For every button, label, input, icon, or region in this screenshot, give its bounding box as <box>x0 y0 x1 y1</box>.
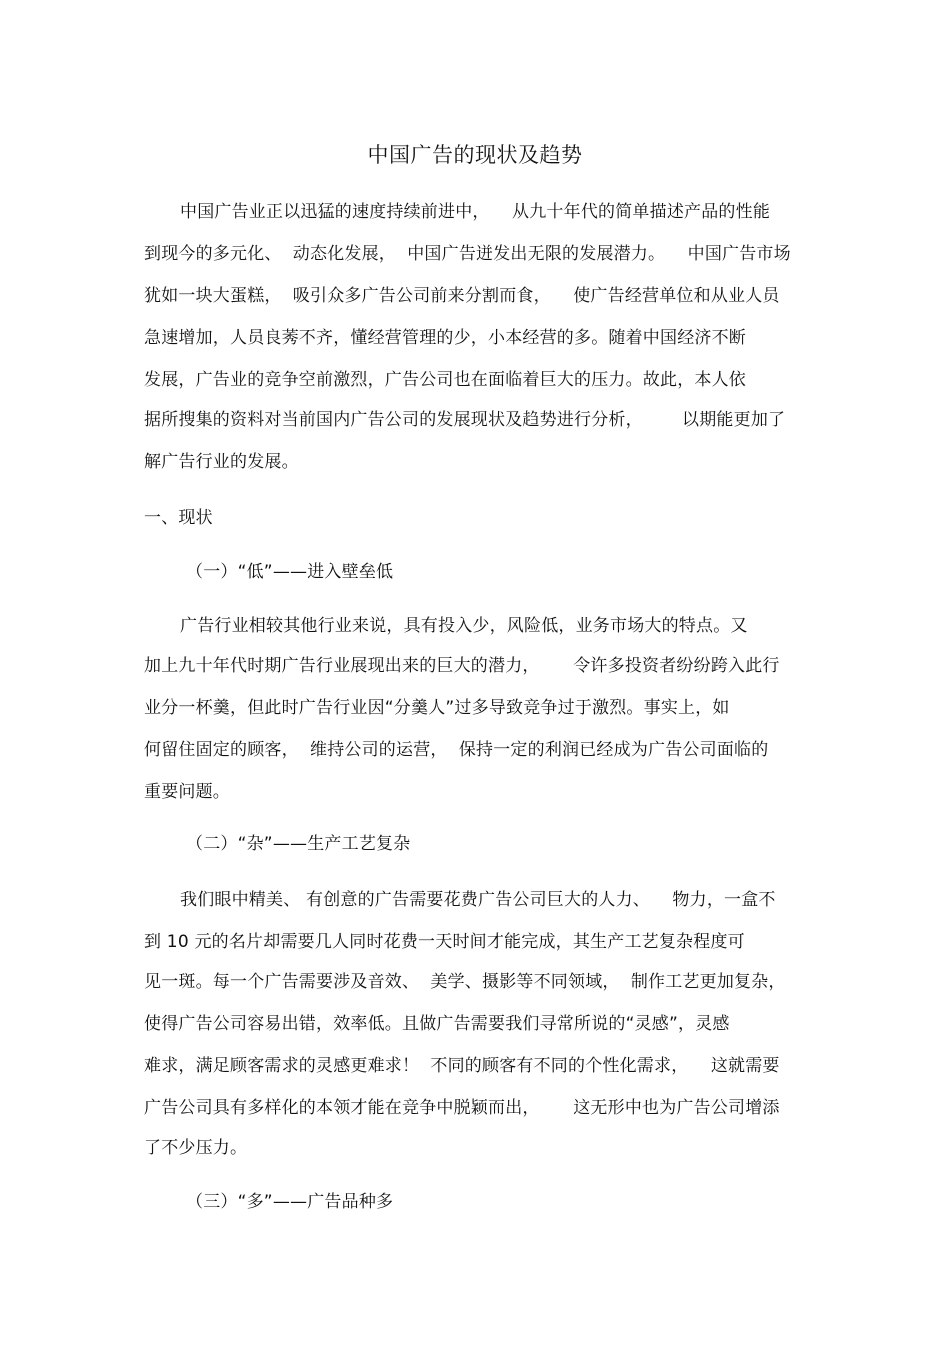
subsection-heading-low: （一）“低”——进入壁垒低 <box>186 562 394 582</box>
intro-line-5: 发展，广告业的竞争空前激烈，广告公司也在面临着巨大的压力。故此，本人依 <box>144 370 746 390</box>
subsection-heading-many: （三）“多”——广告品种多 <box>186 1192 394 1212</box>
document-title: 中国广告的现状及趋势 <box>367 143 583 167</box>
sub1-line-5: 重要问题。 <box>144 782 230 802</box>
sub2-line-2: 到 10 元的名片却需要几人同时花费一天时间才能完成，其生产工艺复杂程度可 <box>144 932 745 952</box>
intro-line-6: 据所搜集的资料对当前国内广告公司的发展现状及趋势进行分析， 以期能更加了 <box>144 410 786 430</box>
intro-line-3: 犹如一块大蛋糕， 吸引众多广告公司前来分割而食， 使广告经营单位和从业人员 <box>144 286 780 306</box>
sub2-line-1: 我们眼中精美、 有创意的广告需要花费广告公司巨大的人力、 物力，一盒不 <box>180 890 776 910</box>
subsection-heading-complex: （二）“杂”——生产工艺复杂 <box>186 834 411 854</box>
sub2-line-5: 难求，满足顾客需求的灵感更难求！ 不同的顾客有不同的个性化需求， 这就需要 <box>144 1056 780 1076</box>
sub1-line-3: 业分一杯羹，但此时广告行业因“分羹人”过多导致竞争过于激烈。事实上，如 <box>144 698 730 718</box>
sub1-line-1: 广告行业相较其他行业来说，具有投入少，风险低，业务市场大的特点。又 <box>180 616 748 636</box>
sub2-line-6: 广告公司具有多样化的本领才能在竞争中脱颖而出， 这无形中也为广告公司增添 <box>144 1098 780 1118</box>
intro-line-1: 中国广告业正以迅猛的速度持续前进中， 从九十年代的简单描述产品的性能 <box>180 202 771 222</box>
section-heading-current-status: 一、现状 <box>144 508 213 528</box>
sub2-line-3: 见一斑。每一个广告需要涉及音效、 美学、摄影等不同领域， 制作工艺更加复杂， <box>144 972 786 992</box>
sub2-line-7: 了不少压力。 <box>144 1138 248 1158</box>
sub2-line-4: 使得广告公司容易出错，效率低。且做广告需要我们寻常所说的“灵感”，灵感 <box>144 1014 730 1034</box>
intro-line-7: 解广告行业的发展。 <box>144 452 299 472</box>
sub1-line-2: 加上九十年代时期广告行业展现出来的巨大的潜力， 令许多投资者纷纷跨入此行 <box>144 656 780 676</box>
sub1-line-4: 何留住固定的顾客， 维持公司的运营， 保持一定的利润已经成为广告公司面临的 <box>144 740 769 760</box>
intro-line-2: 到现今的多元化、 动态化发展， 中国广告迸发出无限的发展潜力。 中国广告市场 <box>144 244 791 264</box>
intro-line-4: 急速增加，人员良莠不齐，懂经营管理的少，小本经营的多。随着中国经济不断 <box>144 328 746 348</box>
